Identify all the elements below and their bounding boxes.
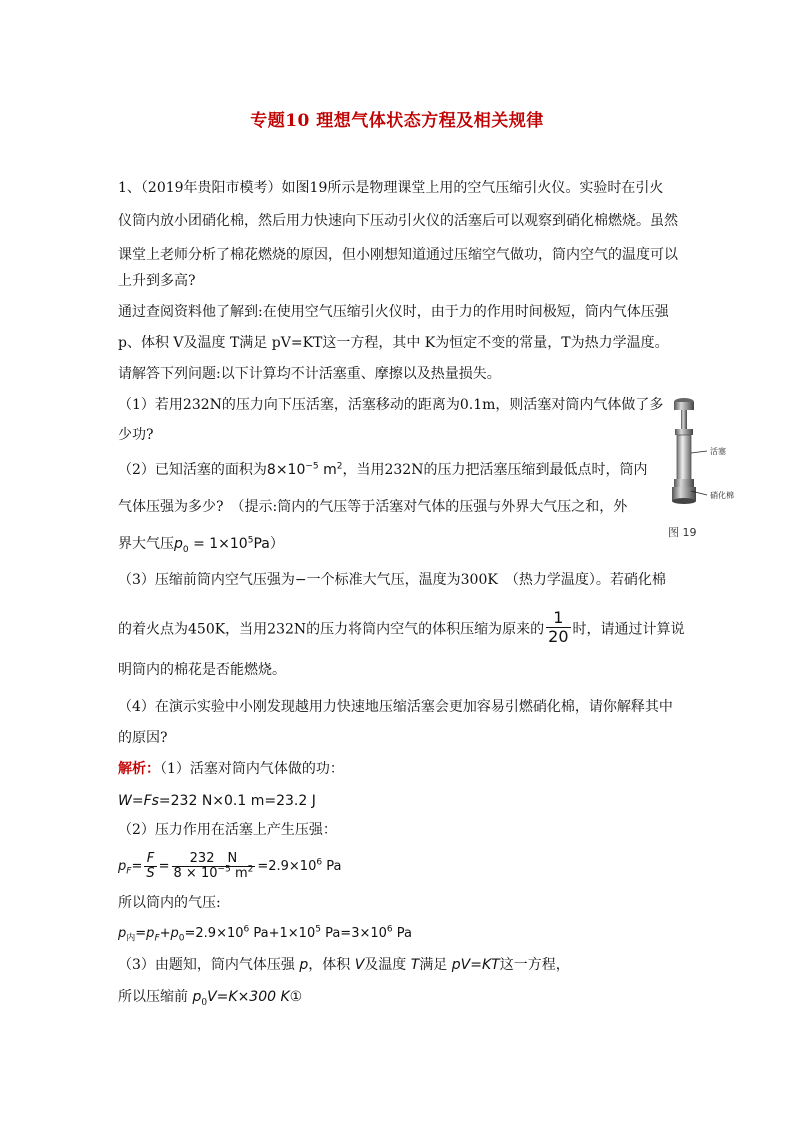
- solution-3-sym-v: V: [350, 957, 365, 973]
- solution-2-inner-eq4: Pa+1×10: [249, 926, 316, 941]
- q3-text-pre: 的着火点为450K，当用232N的压力将筒内空气的体积压缩为原来的: [118, 621, 545, 638]
- q3-fraction: [546, 609, 570, 646]
- solution-3-last-rest: V=K×300 K①: [207, 989, 303, 1005]
- solution-2-result-unit: Pa: [322, 859, 342, 874]
- solution-3-mid1: ，体积: [308, 957, 351, 973]
- solution-2-frac-area: [172, 866, 256, 881]
- solution-3-mid2: 及温度: [364, 957, 407, 973]
- solution-2-text: （2）压力作用在活塞上产生压强：: [118, 822, 337, 838]
- figure-19-compression-igniter: [662, 393, 752, 545]
- q2-atm-label: 界大气压: [118, 536, 174, 552]
- q2-atm-value: = 1×10: [188, 536, 248, 552]
- q2-text-post: ，当用232N的压力把活塞压缩到最低点时，筒内: [342, 462, 648, 478]
- solution-3-text: [118, 955, 570, 975]
- solution-3-pre: （3）由题知，筒内气体压强: [118, 957, 295, 973]
- question-3-line-3: 明筒内的棉花是否能燃烧。: [118, 662, 286, 678]
- solution-2-inner-p: p: [118, 926, 127, 941]
- question-3-line-1: （3）压缩前筒内空气压强为−一个标准大气压，温度为300K （热力学温度）。若硝化棉: [118, 572, 666, 588]
- solution-1-formula-lhs: W=Fs: [118, 793, 159, 809]
- question-1-line-2: 少功?: [118, 427, 154, 443]
- solution-1-formula-rhs: =232 N×0.1 m=23.2 J: [158, 793, 316, 809]
- question-2-line-1: [118, 460, 647, 480]
- solution-3-sym-p: p: [294, 957, 309, 973]
- solution-2-inner-eq3: =2.9×10: [184, 926, 244, 941]
- solution-2-inner-exp1: 6: [243, 924, 250, 935]
- problem-info-line-3: 请解答下列问题:以下计算均不计活塞重、摩擦以及热量损失。: [118, 366, 501, 382]
- solution-2-inner-exp3: 6: [386, 924, 393, 935]
- problem-intro-line-1: 1、（2019年贵阳市模考）如图19所示是物理课堂上用的空气压缩引火仪。实验时在引火: [118, 180, 664, 196]
- solution-2-fraction-fs: [144, 852, 156, 881]
- piston-pointer-line: [691, 451, 707, 453]
- solution-3-last-sub: 0: [201, 997, 208, 1008]
- q3-fraction-denominator: 20: [548, 627, 569, 646]
- solution-3-last: [118, 987, 302, 1007]
- solution-2-inner-eq1: =p: [135, 926, 155, 941]
- q3-text-post: 时，请通过计算说: [572, 621, 685, 638]
- q3-fraction-numerator: 1: [553, 608, 564, 627]
- q2-area-exponent: −5: [305, 461, 319, 472]
- solution-2-formula: $p_F=$ $\frac{F}{S}$ = $\frac{232 N}{8 \times 10^{-5} m^2}$ $=2.9\times 10^6$ Pa: [118, 851, 342, 881]
- question-4-line-2: 的原因?: [118, 730, 168, 746]
- q2-atm-unit: Pa）: [253, 536, 284, 552]
- solution-3-equation: pV=KT: [447, 957, 500, 973]
- solution-2-frac-s: S: [146, 866, 155, 881]
- solution-2-p-subscript: F: [126, 866, 132, 877]
- solution-3-mid3: 满足: [419, 957, 448, 973]
- solution-2-frac-f: F: [146, 851, 155, 866]
- q2-atm-subscript: 0: [182, 544, 189, 555]
- solution-2-inner-eq5: Pa=3×10: [320, 926, 387, 941]
- q2-atm-symbol: p: [174, 536, 183, 552]
- q2-text-pre: （2）已知活塞的面积为: [118, 462, 267, 478]
- solution-2-frac-force: 232 N: [189, 851, 238, 866]
- problem-intro-line-2: 仪筒内放小团硝化棉，然后用力快速向下压动引火仪的活塞后可以观察到硝化棉燃烧。虽然: [118, 213, 678, 229]
- solution-3-sym-t: T: [406, 957, 420, 973]
- glass-tube-shape: [677, 435, 691, 481]
- q2-area-value: [267, 462, 343, 478]
- solution-3-post: 这一方程，: [499, 957, 570, 973]
- solution-2-inner-p-sub: 内: [126, 933, 136, 944]
- base-upper-shape: [674, 479, 694, 487]
- q2-area-unit: m: [323, 462, 337, 478]
- q2-atm-exponent: 5: [247, 535, 254, 546]
- solution-3-last-p: p: [192, 989, 202, 1005]
- solution-2-inner-label: 所以筒内的气压:: [118, 895, 221, 911]
- solution-2-frac-area-unit-exponent: 2: [247, 864, 254, 875]
- solution-2-result: =2.9×10: [257, 859, 317, 874]
- solution-2-inner-eq2: +p: [159, 926, 179, 941]
- solution-2-result-exponent: 6: [316, 857, 323, 868]
- problem-info-line-2: p、体积 V及温度 T满足 pV=KT这一方程，其中 K为恒定不变的常量，T为热力学温度。: [118, 335, 669, 351]
- figure-caption: 图 19: [668, 526, 697, 539]
- question-3-line-2: [118, 608, 685, 648]
- solution-2-inner-eq1-sub: F: [154, 933, 160, 944]
- problem-info-line-1: 通过查阅资料他了解到:在使用空气压缩引火仪时，由于力的作用时间极短，筒内气体压强: [118, 304, 669, 320]
- cap-shape: [674, 402, 694, 410]
- solution-2-frac-area-unit: m: [234, 866, 248, 881]
- q2-area-mantissa: 8×10: [266, 462, 306, 478]
- collar-shape: [675, 429, 693, 435]
- page-title: 专题10 理想气体状态方程及相关规律: [250, 111, 544, 131]
- solution-2-frac-area-exponent: −5: [217, 864, 231, 875]
- q2-atm-formula: [174, 535, 284, 555]
- solution-2-inner-eq6: Pa: [392, 926, 412, 941]
- solution-1-text: （1）活塞对筒内气体做的功：: [160, 761, 344, 777]
- solution-label: 解析：: [118, 761, 160, 777]
- cotton-label: 硝化棉: [710, 491, 734, 500]
- solution-2-inner-eq2-sub: 0: [178, 933, 185, 944]
- solution-1-formula: [118, 791, 316, 811]
- piston-rod-shape: [681, 410, 687, 432]
- solution-3-last-pre: 所以压缩前: [118, 989, 193, 1005]
- solution-part-1: [118, 759, 344, 779]
- problem-intro-line-4: 上升到多高?: [118, 273, 196, 289]
- piston-label: 活塞: [710, 447, 726, 456]
- solution-2-frac-area-mantissa: 8 × 10: [173, 866, 218, 881]
- question-2-line-2: 气体压强为多少? （提示:筒内的气压等于活塞对气体的压强与外界大气压之和，外: [118, 499, 628, 515]
- base-bottom-shape: [672, 498, 696, 504]
- question-1-line-1: （1）若用232N的压力向下压活塞，活塞移动的距离为0.1m，则活塞对筒内气体做了多: [118, 397, 664, 413]
- solution-2-inner-formula: [118, 924, 412, 944]
- solution-2-inner-exp2: 5: [315, 924, 321, 935]
- question-4-line-1: （4）在演示实验中小刚发现越用力快速地压缩活塞会更加容易引燃硝化棉，请你解释其中: [118, 699, 673, 715]
- problem-intro-line-3: 课堂上老师分析了棉花燃烧的原因，但小刚想知道通过压缩空气做功，筒内空气的温度可以: [118, 247, 678, 263]
- q2-area-unit-exponent: 2: [336, 461, 343, 472]
- solution-2-fraction-values: [172, 852, 256, 881]
- solution-2-p-symbol: p: [118, 859, 127, 874]
- compression-igniter-illustration: [662, 393, 752, 523]
- question-2-line-3: [118, 534, 284, 554]
